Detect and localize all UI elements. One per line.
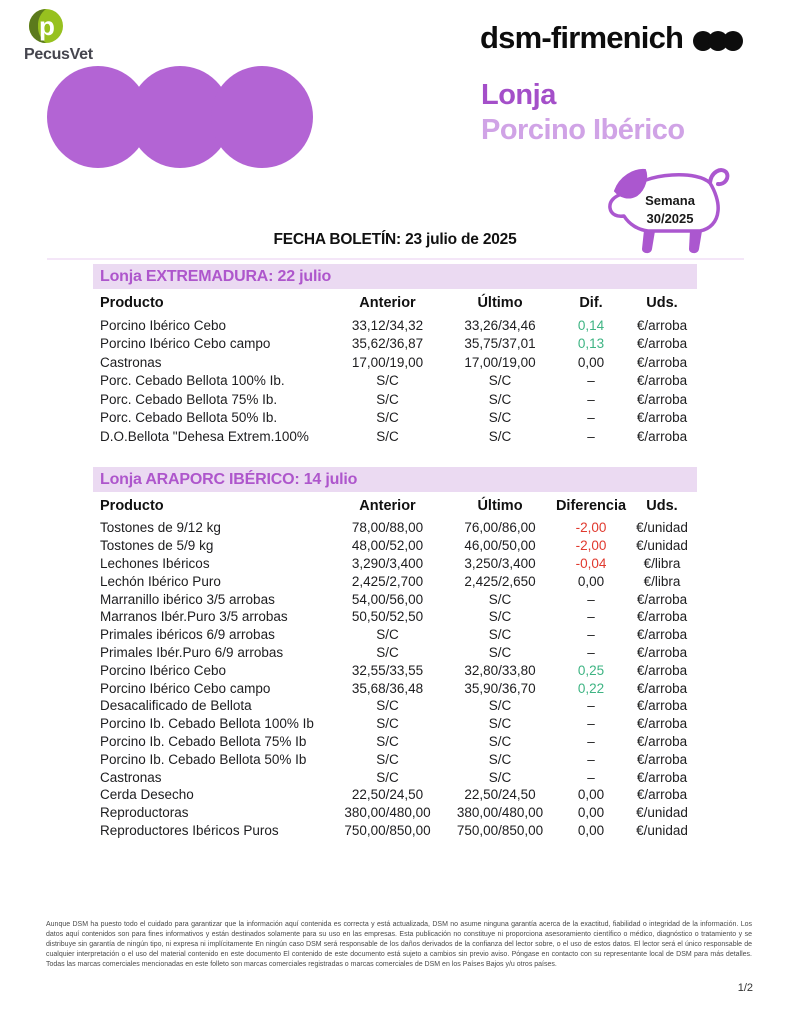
cell-unidades: €/arroba bbox=[636, 662, 688, 678]
cell-producto: Reproductores Ibéricos Puros bbox=[100, 822, 279, 838]
cell-anterior: 2,425/2,700 bbox=[351, 573, 424, 589]
table-row bbox=[93, 390, 697, 409]
cell-diferencia: 0,14 bbox=[577, 317, 605, 333]
cell-ultimo: S/C bbox=[488, 716, 512, 732]
pecusvet-logo bbox=[24, 8, 93, 64]
table-body bbox=[93, 316, 697, 446]
cell-producto: Porc. Cebado Bellota 75% Ib. bbox=[100, 391, 278, 407]
page-number: 1/2 bbox=[737, 982, 753, 994]
cell-diferencia: – bbox=[587, 698, 595, 714]
cell-ultimo: 32,80/33,80 bbox=[464, 662, 536, 678]
column-header-anterior: Anterior bbox=[359, 497, 416, 514]
cell-ultimo: 35,75/37,01 bbox=[464, 336, 536, 352]
cell-producto: Tostones de 9/12 kg bbox=[100, 520, 221, 536]
cell-unidades: €/arroba bbox=[636, 698, 688, 714]
cell-producto: Marranos Ibér.Puro 3/5 arrobas bbox=[100, 609, 288, 625]
cell-diferencia: – bbox=[587, 373, 595, 389]
cell-anterior: S/C bbox=[376, 373, 399, 389]
purple-circles-graphic bbox=[47, 66, 313, 168]
cell-producto: Tostones de 5/9 kg bbox=[100, 538, 214, 554]
pig-badge-line1: Semana bbox=[645, 193, 695, 208]
cell-ultimo: S/C bbox=[488, 627, 512, 643]
legal-disclaimer: Aunque DSM ha puesto todo el cuidado para garantizar que la información aquí contenida es correcta y está actualizada, DSM no asume ninguna garantía acerca de la exactitud, fiabilidad o integridad de la información. Los datos aquí contenidos son para fines informativos y están destinados solamente para su uso en las empresas. Esta publicación no constituye ni proporciona asesoramiento científico o médico, diagnóstico o tratamiento y se distribuye sin garantía de ningún tipo, ni expresa ni implícitamente En ningún caso DSM será responsable de los daños derivados de la confianza del lector sobre, o el uso de estos datos. El lector será el único responsable de cualquier interpretación o el uso del material contenido en este documento El contenido de este documento está sujeto a cambios sin previo aviso. Póngase en contacto con su representante local de DSM para más detalles. Todas las marcas comerciales mencionadas en este folleto son marcas comerciales registradas o marcas comerciales de DSM en los Países Bajos y/u otros países. bbox=[46, 921, 752, 968]
cell-anterior: S/C bbox=[376, 733, 399, 749]
cell-anterior: S/C bbox=[376, 627, 399, 643]
cell-diferencia: – bbox=[587, 591, 595, 607]
cell-producto: Porc. Cebado Bellota 50% Ib. bbox=[100, 410, 278, 426]
cell-ultimo: S/C bbox=[488, 591, 512, 607]
cell-anterior: 48,00/52,00 bbox=[351, 538, 424, 554]
cell-diferencia: – bbox=[587, 769, 595, 785]
table-row bbox=[93, 519, 697, 537]
column-header-dif: Dif. bbox=[579, 294, 603, 311]
cell-unidades: €/arroba bbox=[636, 609, 688, 625]
cell-unidades: €/unidad bbox=[636, 538, 688, 554]
table-row bbox=[93, 409, 697, 428]
cell-anterior: 33,12/34,32 bbox=[351, 317, 424, 333]
column-header-anterior: Anterior bbox=[359, 294, 416, 311]
cell-diferencia: 0,13 bbox=[577, 336, 605, 352]
cell-producto: Porcino Ibérico Cebo campo bbox=[100, 336, 271, 352]
cell-unidades: €/arroba bbox=[636, 428, 688, 444]
table-title-araporc: Lonja ARAPORC IBÉRICO: 14 julio bbox=[93, 467, 697, 492]
cell-unidades: €/unidad bbox=[636, 822, 688, 838]
cell-producto: Cerda Desecho bbox=[100, 787, 194, 803]
cell-unidades: €/arroba bbox=[636, 317, 688, 333]
table-header-row bbox=[93, 289, 697, 316]
cell-unidades: €/arroba bbox=[636, 627, 688, 643]
cell-unidades: €/arroba bbox=[636, 591, 688, 607]
cell-diferencia: 0,00 bbox=[577, 573, 605, 589]
cell-ultimo: 46,00/50,00 bbox=[464, 538, 536, 554]
cell-anterior: 32,55/33,55 bbox=[351, 662, 424, 678]
cell-unidades: €/arroba bbox=[636, 769, 688, 785]
cell-producto: D.O.Bellota "Dehesa Extrem.100% bbox=[100, 428, 309, 444]
cell-producto: Lechones Ibéricos bbox=[100, 555, 210, 571]
cell-producto: Porcino Ib. Cebado Bellota 75% Ib bbox=[100, 733, 307, 749]
table-row bbox=[93, 697, 697, 715]
table-row bbox=[93, 608, 697, 626]
cell-producto: Primales Ibér.Puro 6/9 arrobas bbox=[100, 644, 284, 660]
cell-unidades: €/libra bbox=[643, 555, 681, 571]
cell-unidades: €/arroba bbox=[636, 354, 688, 370]
cell-unidades: €/arroba bbox=[636, 680, 688, 696]
cell-ultimo: 2,425/2,650 bbox=[464, 573, 536, 589]
cell-ultimo: S/C bbox=[488, 769, 512, 785]
cell-diferencia: -2,00 bbox=[575, 520, 607, 536]
cell-diferencia: – bbox=[587, 751, 595, 767]
column-header-diferencia: Diferencia bbox=[555, 497, 627, 514]
cell-ultimo: 380,00/480,00 bbox=[456, 805, 544, 821]
cell-diferencia: – bbox=[587, 716, 595, 732]
pecusvet-logo-icon bbox=[28, 8, 64, 44]
cell-anterior: S/C bbox=[376, 644, 399, 660]
table-extremadura bbox=[93, 264, 697, 446]
cell-unidades: €/unidad bbox=[636, 805, 688, 821]
cell-anterior: 50,50/52,50 bbox=[351, 609, 424, 625]
cell-anterior: S/C bbox=[376, 391, 399, 407]
circle-icon bbox=[211, 66, 313, 168]
cell-ultimo: S/C bbox=[488, 733, 512, 749]
cell-producto: Porcino Ibérico Cebo bbox=[100, 317, 227, 333]
column-header-uds: Uds. bbox=[646, 294, 678, 311]
table-row bbox=[93, 715, 697, 733]
table-araporc bbox=[93, 467, 697, 839]
table-row bbox=[93, 353, 697, 372]
cell-diferencia: 0,00 bbox=[577, 354, 605, 370]
table-header-row bbox=[93, 492, 697, 519]
cell-unidades: €/arroba bbox=[636, 410, 688, 426]
svg-text:p: p bbox=[39, 11, 55, 41]
cell-anterior: S/C bbox=[376, 751, 399, 767]
table-row bbox=[93, 768, 697, 786]
column-header-uds: Uds. bbox=[646, 497, 678, 514]
cell-anterior: 750,00/850,00 bbox=[344, 822, 431, 838]
cell-ultimo: S/C bbox=[488, 391, 512, 407]
cell-ultimo: 35,90/36,70 bbox=[464, 680, 536, 696]
dsm-brand-text: dsm-firmenich bbox=[480, 20, 684, 55]
cell-producto: Porcino Ibérico Cebo campo bbox=[100, 680, 271, 696]
cell-producto: Primales ibéricos 6/9 arrobas bbox=[100, 627, 275, 643]
table-row bbox=[93, 537, 697, 555]
cell-diferencia: – bbox=[587, 391, 595, 407]
cell-diferencia: -2,00 bbox=[575, 538, 607, 554]
cell-producto: Reproductoras bbox=[100, 805, 189, 821]
cell-diferencia: – bbox=[587, 733, 595, 749]
cell-unidades: €/arroba bbox=[636, 644, 688, 660]
cell-unidades: €/arroba bbox=[636, 373, 688, 389]
table-row bbox=[93, 750, 697, 768]
cell-producto: Porc. Cebado Bellota 100% Ib. bbox=[100, 373, 285, 389]
cell-ultimo: 22,50/24,50 bbox=[464, 787, 536, 803]
cell-producto: Desacalificado de Bellota bbox=[100, 698, 252, 714]
cell-diferencia: -0,04 bbox=[575, 555, 607, 571]
pig-tail bbox=[710, 170, 727, 184]
pig-badge-line2: 30/2025 bbox=[646, 211, 694, 226]
table-row bbox=[93, 626, 697, 644]
table-row bbox=[93, 644, 697, 662]
cell-anterior: 54,00/56,00 bbox=[351, 591, 424, 607]
table-row bbox=[93, 661, 697, 679]
cell-ultimo: 750,00/850,00 bbox=[456, 822, 544, 838]
column-header-producto: Producto bbox=[100, 294, 164, 311]
cell-unidades: €/arroba bbox=[636, 751, 688, 767]
cell-diferencia: 0,25 bbox=[577, 662, 605, 678]
dsm-three-dots-icon bbox=[693, 31, 743, 51]
cell-ultimo: S/C bbox=[488, 751, 512, 767]
header-divider bbox=[47, 258, 744, 260]
cell-anterior: 35,68/36,48 bbox=[351, 680, 424, 696]
table-row bbox=[93, 372, 697, 391]
cell-diferencia: 0,00 bbox=[577, 805, 605, 821]
table-row bbox=[93, 335, 697, 354]
cell-producto: Marranillo ibérico 3/5 arrobas bbox=[100, 591, 275, 607]
cell-diferencia: – bbox=[587, 410, 595, 426]
column-header-ultimo: Último bbox=[477, 497, 523, 514]
cell-anterior: 78,00/88,00 bbox=[351, 520, 424, 536]
cell-ultimo: S/C bbox=[488, 428, 512, 444]
cell-ultimo: S/C bbox=[488, 698, 512, 714]
cell-producto: Porcino Ib. Cebado Bellota 100% Ib bbox=[100, 716, 314, 732]
cell-diferencia: – bbox=[587, 627, 595, 643]
table-row bbox=[93, 427, 697, 446]
cell-anterior: S/C bbox=[376, 698, 399, 714]
cell-producto: Lechón Ibérico Puro bbox=[100, 573, 221, 589]
dsm-firmenich-logo bbox=[480, 20, 743, 56]
page-title-lonja: Lonja bbox=[481, 79, 556, 111]
table-row bbox=[93, 822, 697, 840]
cell-producto: Porcino Ibérico Cebo bbox=[100, 662, 227, 678]
column-header-producto: Producto bbox=[100, 497, 164, 514]
table-row bbox=[93, 733, 697, 751]
cell-ultimo: 33,26/34,46 bbox=[464, 317, 536, 333]
cell-diferencia: – bbox=[587, 428, 595, 444]
cell-ultimo: S/C bbox=[488, 373, 512, 389]
cell-unidades: €/unidad bbox=[636, 520, 688, 536]
table-row bbox=[93, 572, 697, 590]
table-row bbox=[93, 316, 697, 335]
cell-anterior: 35,62/36,87 bbox=[351, 336, 424, 352]
column-header-ultimo: Último bbox=[477, 294, 523, 311]
cell-ultimo: 3,250/3,400 bbox=[464, 555, 536, 571]
cell-ultimo: S/C bbox=[488, 609, 512, 625]
cell-anterior: 3,290/3,400 bbox=[351, 555, 424, 571]
table-row bbox=[93, 679, 697, 697]
cell-diferencia: – bbox=[587, 609, 595, 625]
cell-diferencia: 0,00 bbox=[577, 787, 605, 803]
cell-unidades: €/arroba bbox=[636, 733, 688, 749]
page-title-porcino-iberico: Porcino Ibérico bbox=[481, 114, 685, 146]
cell-anterior: S/C bbox=[376, 769, 399, 785]
table-row bbox=[93, 590, 697, 608]
cell-unidades: €/arroba bbox=[636, 716, 688, 732]
cell-diferencia: 0,00 bbox=[577, 822, 605, 838]
cell-ultimo: 17,00/19,00 bbox=[464, 354, 536, 370]
cell-anterior: S/C bbox=[376, 410, 399, 426]
pecusvet-brand-text: PecusVet bbox=[24, 46, 93, 63]
table-row bbox=[93, 786, 697, 804]
cell-unidades: €/arroba bbox=[636, 336, 688, 352]
cell-producto: Castronas bbox=[100, 354, 162, 370]
cell-producto: Porcino Ib. Cebado Bellota 50% Ib bbox=[100, 751, 307, 767]
cell-ultimo: S/C bbox=[488, 644, 512, 660]
cell-producto: Castronas bbox=[100, 769, 162, 785]
cell-ultimo: 76,00/86,00 bbox=[464, 520, 536, 536]
cell-unidades: €/libra bbox=[643, 573, 681, 589]
table-row bbox=[93, 804, 697, 822]
cell-anterior: 17,00/19,00 bbox=[351, 354, 424, 370]
cell-ultimo: S/C bbox=[488, 410, 512, 426]
cell-diferencia: 0,22 bbox=[577, 680, 605, 696]
cell-diferencia: – bbox=[587, 644, 595, 660]
fecha-boletin: FECHA BOLETÍN: 23 julio de 2025 bbox=[273, 231, 517, 248]
cell-anterior: 22,50/24,50 bbox=[351, 787, 424, 803]
cell-anterior: 380,00/480,00 bbox=[344, 805, 431, 821]
cell-unidades: €/arroba bbox=[636, 787, 688, 803]
cell-anterior: S/C bbox=[376, 428, 399, 444]
cell-anterior: S/C bbox=[376, 716, 399, 732]
table-title-extremadura: Lonja EXTREMADURA: 22 julio bbox=[93, 264, 697, 289]
cell-unidades: €/arroba bbox=[636, 391, 688, 407]
table-row bbox=[93, 555, 697, 573]
table-body bbox=[93, 519, 697, 839]
